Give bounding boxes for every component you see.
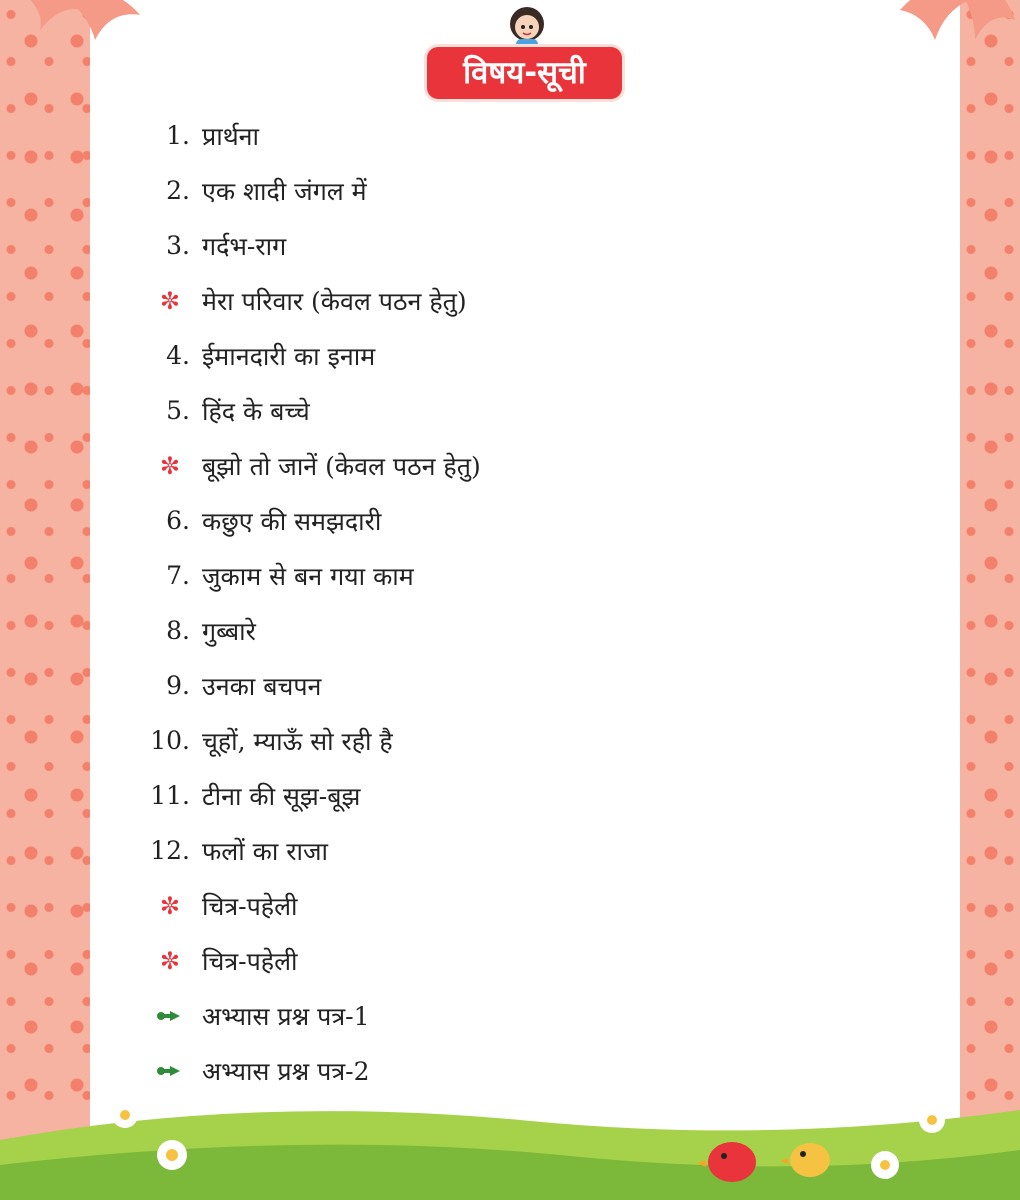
toc-item	[150, 933, 870, 988]
toc-item-title: गर्दभ-राग	[202, 231, 287, 261]
toc-item	[150, 273, 870, 328]
toc-item-title: जुकाम से बन गया काम	[202, 561, 414, 591]
toc-item	[150, 548, 870, 603]
asterisk-flower-icon: ✼	[159, 451, 180, 480]
item-number: 3.	[166, 231, 190, 260]
toc-item	[150, 878, 870, 933]
toc-item-title: गुब्बारे	[202, 616, 256, 646]
toc-item-title: अभ्यास प्रश्न पत्र-2	[202, 1056, 370, 1086]
toc-item	[150, 713, 870, 768]
item-number: 8.	[166, 616, 190, 645]
item-number: 10.	[150, 726, 190, 755]
grass-footer-illustration	[0, 1090, 1020, 1200]
left-decorative-band	[0, 0, 90, 1200]
toc-item	[150, 438, 870, 493]
toc-item	[150, 218, 870, 273]
toc-item	[150, 988, 870, 1043]
asterisk-flower-icon: ✼	[159, 891, 180, 920]
item-number: 4.	[166, 341, 190, 370]
toc-item	[150, 383, 870, 438]
item-number: 2.	[166, 176, 190, 205]
toc-item-title: फलों का राजा	[202, 836, 328, 866]
toc-item-title: एक शादी जंगल में	[202, 176, 367, 206]
right-decorative-band	[960, 0, 1020, 1200]
toc-item-title: ईमानदारी का इनाम	[202, 341, 376, 371]
toc-item	[150, 328, 870, 383]
toc-item-title: चित्र-पहेली	[202, 891, 298, 921]
green-arrow-icon	[150, 1064, 202, 1078]
item-number: 7.	[166, 561, 190, 590]
toc-item	[150, 163, 870, 218]
toc-item	[150, 658, 870, 713]
item-number: 11.	[150, 781, 190, 810]
toc-item-title: बूझो तो जानें (केवल पठन हेतु)	[202, 451, 481, 481]
toc-item	[150, 493, 870, 548]
toc-item-title: कछुए की समझदारी	[202, 506, 382, 536]
header	[0, 0, 1020, 110]
item-number: 9.	[166, 671, 190, 700]
toc-item-title: प्रार्थना	[202, 121, 260, 151]
toc-item	[150, 108, 870, 163]
toc-item-title: अभ्यास प्रश्न पत्र-1	[202, 1001, 370, 1031]
item-number: 1.	[166, 121, 190, 150]
toc-item	[150, 768, 870, 823]
toc-item	[150, 823, 870, 878]
asterisk-flower-icon: ✼	[159, 286, 180, 315]
item-number: 6.	[166, 506, 190, 535]
toc-item	[150, 603, 870, 658]
toc-item-title: चित्र-पहेली	[202, 946, 298, 976]
asterisk-flower-icon: ✼	[159, 946, 180, 975]
page-title: विषय-सूची	[427, 47, 622, 99]
table-of-contents	[150, 108, 870, 1098]
toc-item-title: चूहों, म्याऊँ सो रही है	[202, 726, 393, 756]
item-number: 12.	[150, 836, 190, 865]
toc-item-title: उनका बचपन	[202, 671, 322, 701]
toc-item-title: टीना की सूझ-बूझ	[202, 781, 361, 811]
toc-item-title: मेरा परिवार (केवल पठन हेतु)	[202, 286, 467, 316]
item-number: 5.	[166, 396, 190, 425]
green-arrow-icon	[150, 1009, 202, 1023]
toc-item-title: हिंद के बच्चे	[202, 396, 310, 426]
